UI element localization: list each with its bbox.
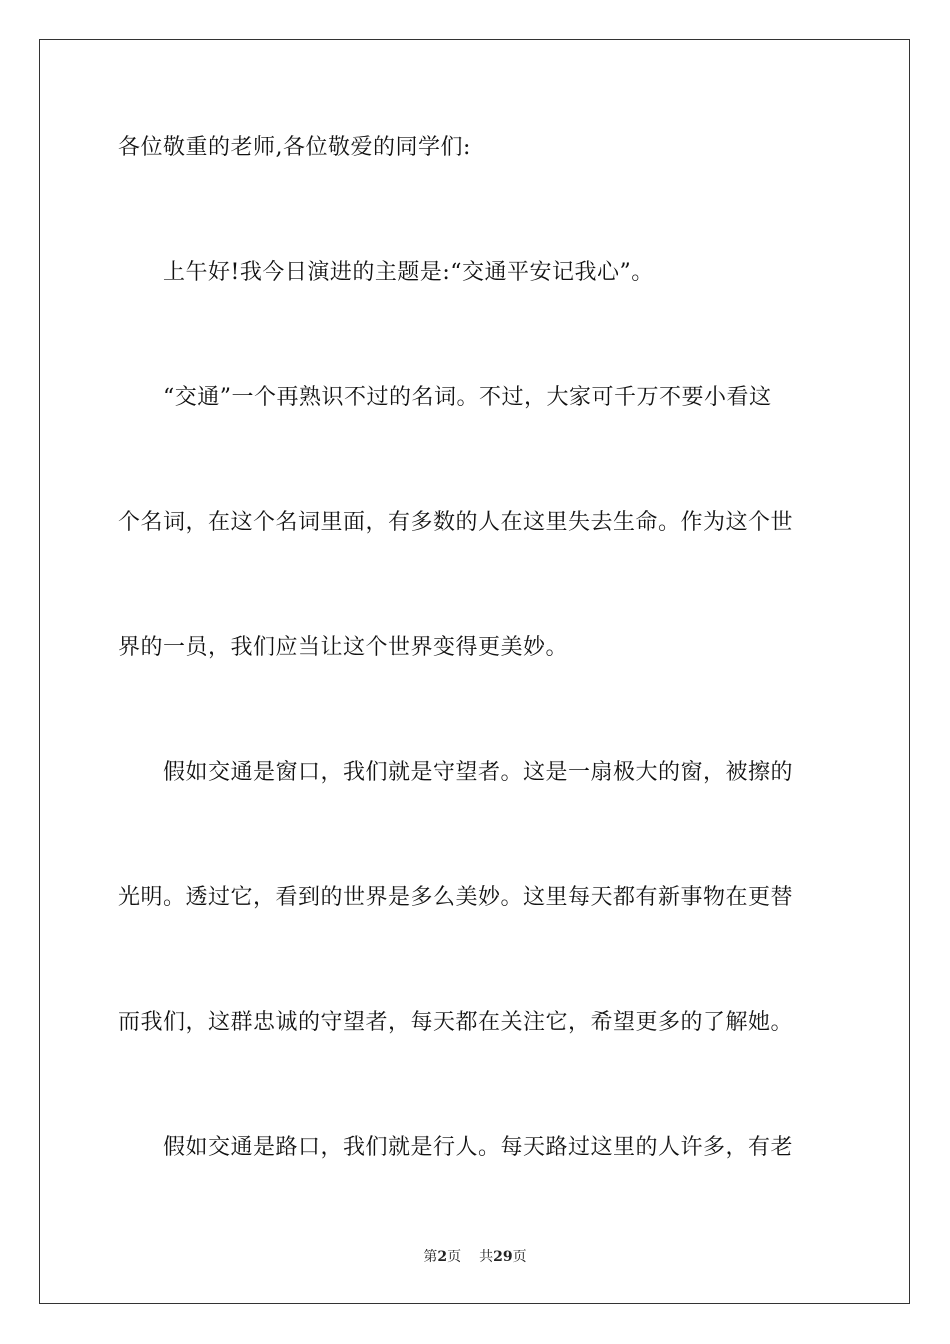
paragraph-line-8: 假如交通是路口，我们就是行人。每天路过这里的人许多，有老 [163,1135,794,1160]
total-prefix: 共 [479,1249,494,1265]
paragraph-line-4: 界的一员，我们应当让这个世界变得更美妙。 [118,635,569,660]
paragraph-line-5: 假如交通是窗口，我们就是守望者。这是一扇极大的窗，被擦的 [163,760,794,785]
paragraph-line-2: “交通”一个再熟识不过的名词。不过，大家可千万不要小看这 [163,385,772,410]
page-number: 2 [437,1249,448,1265]
total-suffix: 页 [512,1249,527,1265]
page-border [39,39,910,1304]
paragraph-line-1: 上午好!我今日演进的主题是:“交通平安记我心”。 [163,260,654,285]
paragraph-line-6: 光明。透过它，看到的世界是多么美妙。这里每天都有新事物在更替 [118,885,794,910]
paragraph-line-7: 而我们，这群忠诚的守望者，每天都在关注它，希望更多的了解她。 [118,1010,794,1035]
page-prefix: 第 [423,1249,438,1265]
total-pages: 29 [493,1249,513,1265]
paragraph-line-3: 个名词，在这个名词里面，有多数的人在这里失去生命。作为这个世 [118,510,794,535]
page-suffix: 页 [447,1249,462,1265]
page-footer [0,1248,950,1266]
salutation-line: 各位敬重的老师,各位敬爱的同学们: [118,135,471,160]
